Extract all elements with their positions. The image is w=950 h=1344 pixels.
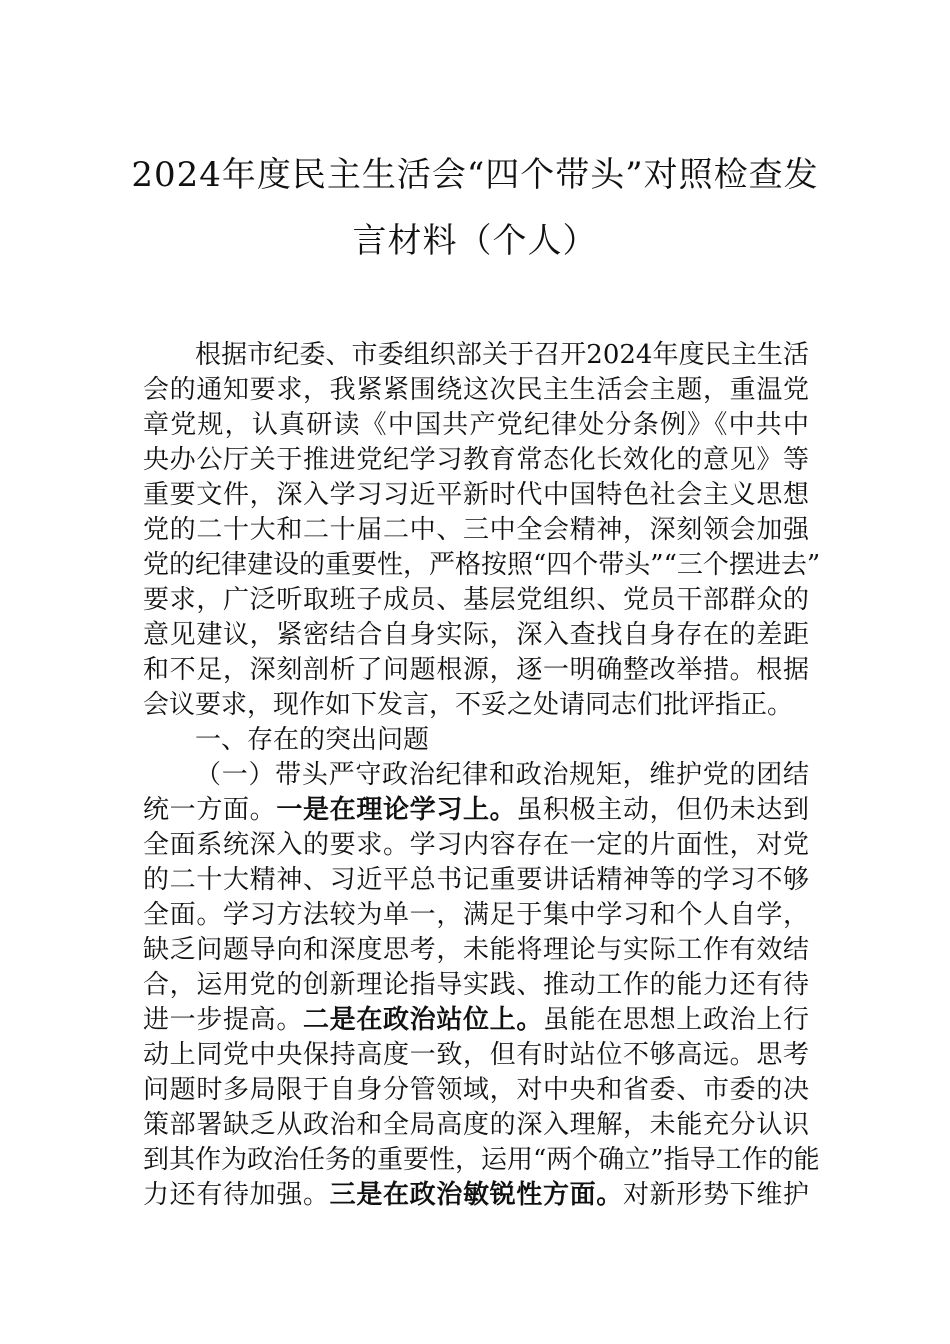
text-run: 力还有待加强。 [143,1180,330,1210]
paragraph-line [143,1178,809,1213]
paragraph-line: 会议要求，现作如下发言，不妥之处请同志们批评指正。 [143,690,794,720]
paragraph-line: 的二十大精神、习近平总书记重要讲话精神等的学习不够 [143,865,809,895]
text-run: 进一步提高。 [143,1005,303,1035]
paragraph-line: 根据市纪委、市委组织部关于召开2024年度民主生活 [195,340,809,370]
paragraph-line: 全面系统深入的要求。学习内容存在一定的片面性，对党 [143,830,809,860]
document-title-line-2: 言材料（个人） [352,221,598,261]
paragraph-line: 缺乏问题导向和深度思考，未能将理论与实际工作有效结 [143,935,809,965]
text-run: 虽积极主动，但仍未达到 [516,795,809,825]
paragraph-line: 央办公厅关于推进党纪学习教育常态化长效化的意见》等 [143,445,809,475]
paragraph-line: 重要文件，深入学习习近平新时代中国特色社会主义思想 [143,480,809,510]
document-title-line-1: 2024年度民主生活会“四个带头”对照检查发 [131,155,819,195]
paragraph-line: 到其作为政治任务的重要性，运用“两个确立”指导工作的能 [143,1145,820,1175]
bold-subheading: 一是在理论学习上。 [276,795,517,825]
paragraph-line: 和不足，深刻剖析了问题根源，逐一明确整改举措。根据 [143,655,809,685]
paragraph-line: 问题时多局限于自身分管领域，对中央和省委、市委的决 [143,1075,809,1105]
paragraph-line: 全面。学习方法较为单一，满足于集中学习和个人自学， [143,900,809,930]
paragraph-line: 动上同党中央保持高度一致，但有时站位不够高远。思考 [143,1040,809,1070]
text-run: 虽能在思想上政治上行 [542,1005,809,1035]
text-run: 对新形势下维护 [622,1180,809,1210]
paragraph-line [143,1003,809,1038]
paragraph-line: 合，运用党的创新理论指导实践、推动工作的能力还有待 [143,970,809,1000]
text-run: 统一方面。 [143,795,277,825]
paragraph-line: 党的二十大和二十届二中、三中全会精神，深刻领会加强 [143,515,809,545]
paragraph-line: 意见建议，紧密结合自身实际，深入查找自身存在的差距 [143,620,809,650]
bold-subheading: 三是在政治敏锐性方面。 [329,1180,623,1210]
bold-subheading: 二是在政治站位上。 [303,1005,543,1035]
paragraph-line [143,793,809,828]
section-heading: 一、存在的突出问题 [195,725,430,755]
paragraph-line: 要求，广泛听取班子成员、基层党组织、党员干部群众的 [143,585,809,615]
paragraph-line: 策部署缺乏从政治和全局高度的深入理解，未能充分认识 [143,1110,809,1140]
paragraph-line: 党的纪律建设的重要性，严格按照“四个带头”“三个摆进去” [143,550,821,580]
paragraph-line: 章党规，认真研读《中国共产党纪律处分条例》《中共中 [143,410,809,440]
paragraph-line: 会的通知要求，我紧紧围绕这次民主生活会主题，重温党 [143,375,809,405]
document-body [143,338,821,1213]
paragraph-line: （一）带头严守政治纪律和政治规矩，维护党的团结 [195,760,809,790]
